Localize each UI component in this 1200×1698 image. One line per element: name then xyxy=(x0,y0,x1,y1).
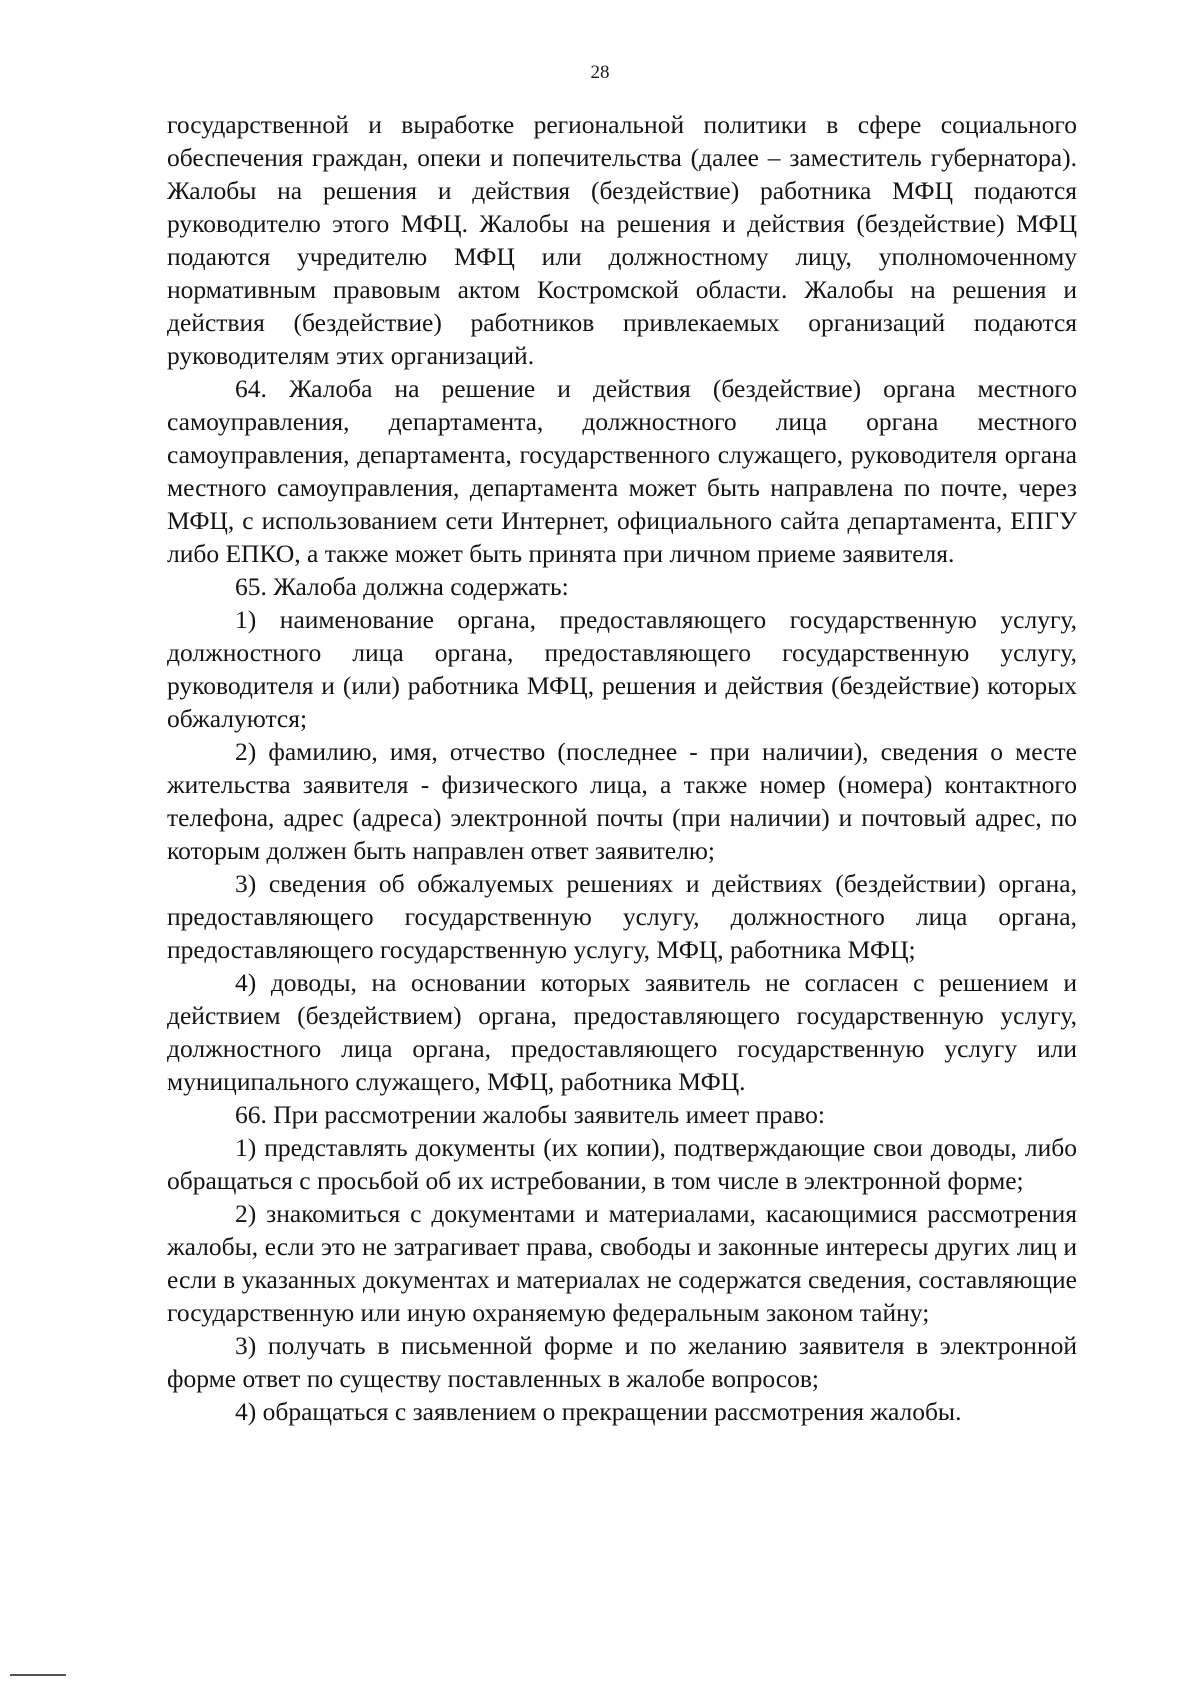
paragraph-65-item-1: 1) наименование органа, предоставляющего государственную услугу, должностного лица органа, предоставляющего государственную услугу, руководителя и (или) работника МФЦ, решения и действия (бездействие) которых обжалуются; xyxy=(167,605,1077,733)
paragraph-66-item-3: 3) получать в письменной форме и по желанию заявителя в электронной форме ответ по существу поставленных в жалобе вопросов; xyxy=(167,1331,1077,1393)
paragraph-65-item-3: 3) сведения об обжалуемых решениях и действиях (бездействии) органа, предоставляющего государственную услугу, должностного лица органа, предоставляющего государственную услугу, МФЦ, работника МФЦ; xyxy=(167,869,1077,964)
paragraph-64: 64. Жалоба на решение и действия (бездействие) органа местного самоуправления, департамента, должностного лица органа местного самоуправления, департамента, государственного служащего, руководителя органа местного самоуправления, департамента может быть направлена по почте, через МФЦ, с использованием сети Интернет, официального сайта департамента, ЕПГУ либо ЕПКО, а также может быть принята при личном приеме заявителя. xyxy=(167,374,1077,568)
page-number: 28 xyxy=(590,62,610,83)
paragraph-65-item-4: 4) доводы, на основании которых заявитель не согласен с решением и действием (бездействием) органа, предоставляющего государственную услугу, должностного лица органа, предоставляющего государственную услугу или муниципального служащего, МФЦ, работника МФЦ. xyxy=(167,968,1077,1096)
paragraph-66-item-2: 2) знакомиться с документами и материалами, касающимися рассмотрения жалобы, если это не затрагивает права, свободы и законные интересы других лиц и если в указанных документах и материалах не содержатся сведения, составляющие государственную или иную охраняемую федеральным законом тайну; xyxy=(167,1199,1077,1327)
paragraph-66-item-1: 1) представлять документы (их копии), подтверждающие свои доводы, либо обращаться с просьбой об их истребовании, в том числе в электронной форме; xyxy=(167,1133,1077,1195)
paragraph-65-item-2: 2) фамилию, имя, отчество (последнее - при наличии), сведения о месте жительства заявителя - физического лица, а также номер (номера) контактного телефона, адрес (адреса) электронной почты (при наличии) и почтовый адрес, по которым должен быть направлен ответ заявителю; xyxy=(167,737,1077,865)
paragraph-65: 65. Жалоба должна содержать: xyxy=(235,572,569,601)
paragraph-66: 66. При рассмотрении жалобы заявитель имеет право: xyxy=(235,1100,825,1129)
document-body xyxy=(167,108,1077,1428)
paragraph-66-item-4: 4) обращаться с заявлением о прекращении рассмотрения жалобы. xyxy=(235,1397,962,1426)
paragraph-continuation: государственной и выработке региональной политики в сфере социального обеспечения граждан, опеки и попечительства (далее – заместитель губернатора). Жалобы на решения и действия (бездействие) работника МФЦ подаются руководителю этого МФЦ. Жалобы на решения и действия (бездействие) МФЦ подаются учредителю МФЦ или должностному лицу, уполномоченному нормативным правовым актом Костромской области. Жалобы на решения и действия (бездействие) работников привлекаемых организаций подаются руководителям этих организаций. xyxy=(167,110,1077,370)
scan-margin-mark xyxy=(10,1674,66,1676)
